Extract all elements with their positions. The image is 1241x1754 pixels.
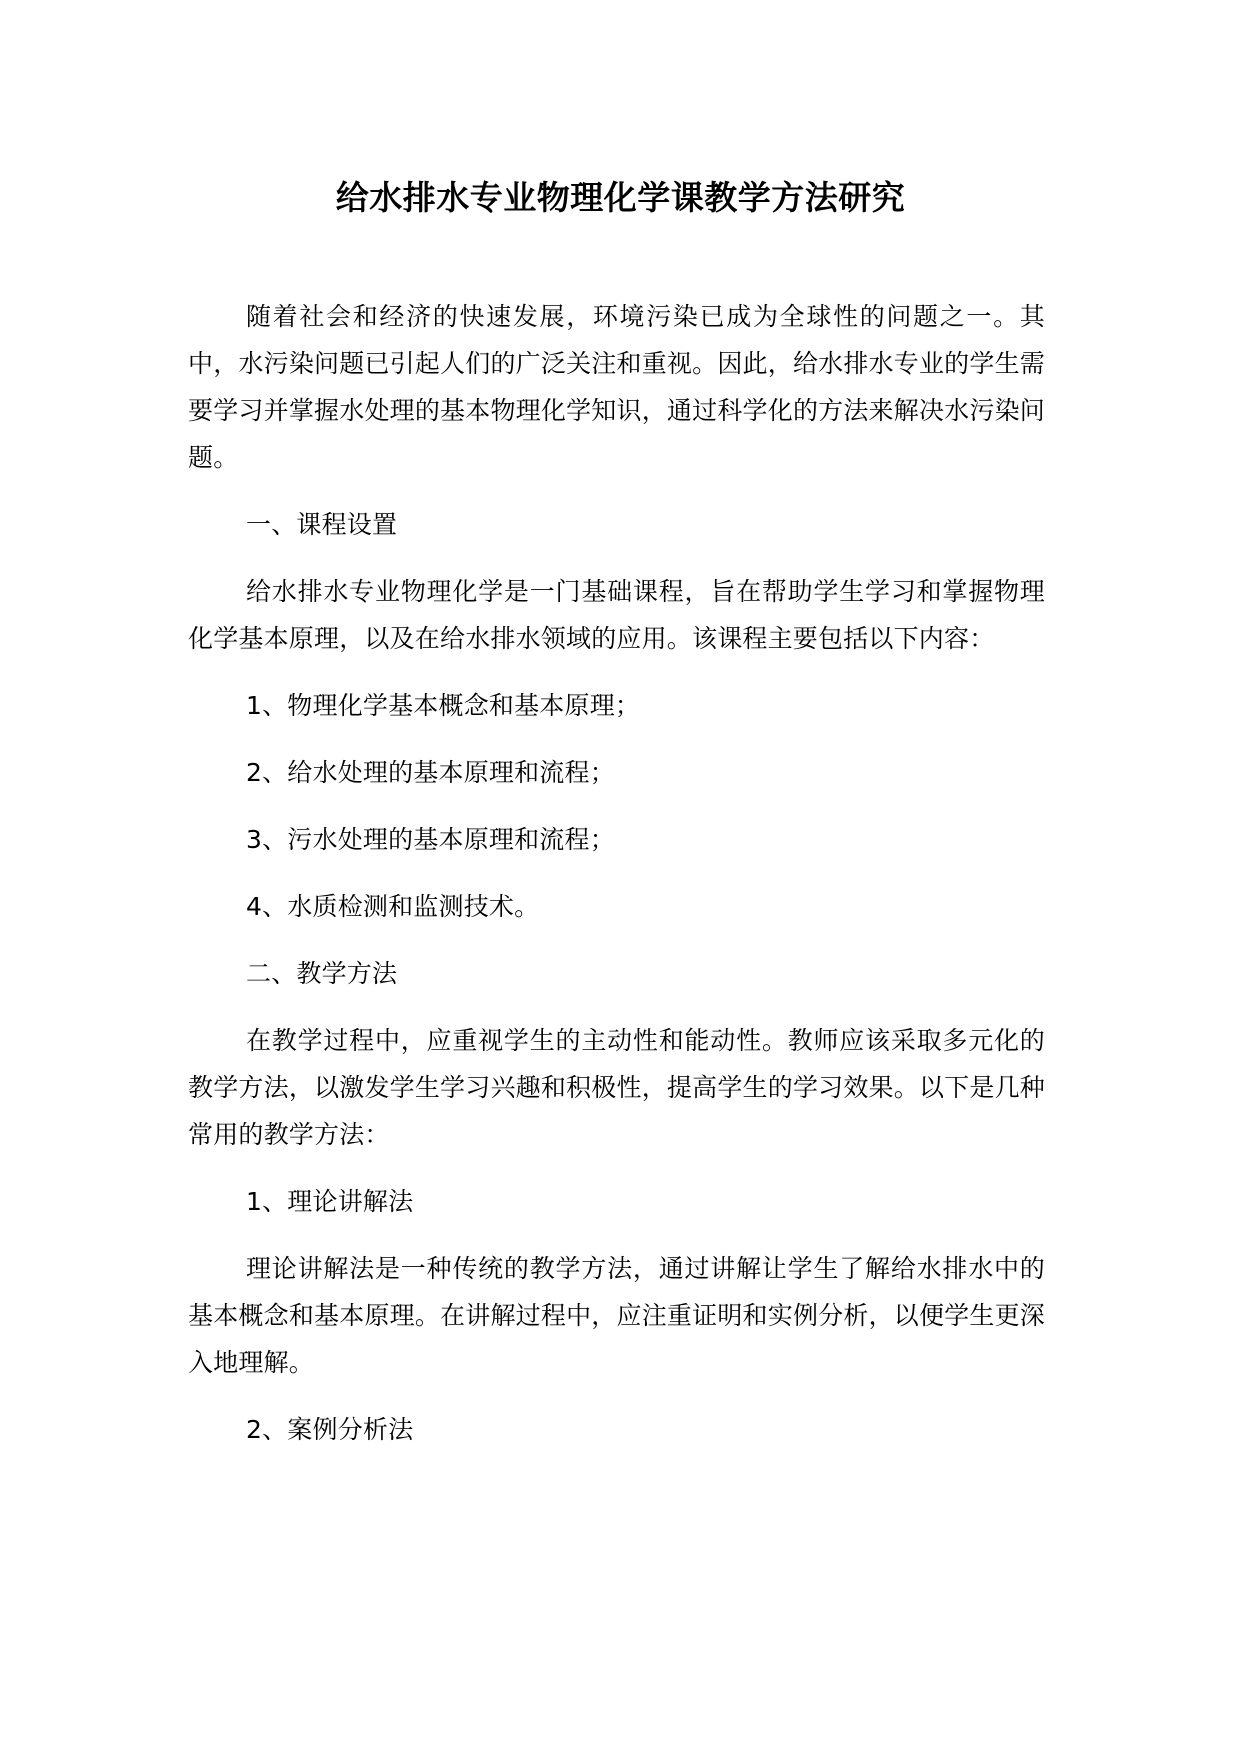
course-description-paragraph: 给水排水专业物理化学是一门基础课程，旨在帮助学生学习和掌握物理化学基本原理，以及在给水排水领域的应用。该课程主要包括以下内容： <box>188 577 1045 653</box>
list-item: 4、水质检测和监测技术。 <box>246 892 540 921</box>
subheading-case-analysis: 2、案例分析法 <box>246 1415 414 1444</box>
document-body <box>188 293 1045 1473</box>
section-heading-teaching-methods: 二、教学方法 <box>246 959 398 988</box>
intro-paragraph: 随着社会和经济的快速发展，环境污染已成为全球性的问题之一。其中，水污染问题已引起人们的广泛关注和重视。因此，给水排水专业的学生需要学习并掌握水处理的基本物理化学知识，通过科学化的方法来解决水污染问题。 <box>188 302 1045 472</box>
subheading-theory-lecture: 1、理论讲解法 <box>246 1187 414 1216</box>
list-item: 2、给水处理的基本原理和流程； <box>246 758 615 787</box>
document-title: 给水排水专业物理化学课教学方法研究 <box>335 178 906 217</box>
theory-lecture-paragraph: 理论讲解法是一种传统的教学方法，通过讲解让学生了解给水排水中的基本概念和基本原理。在讲解过程中，应注重证明和实例分析，以便学生更深入地理解。 <box>188 1254 1045 1377</box>
section-heading-course-setup: 一、课程设置 <box>246 510 398 539</box>
list-item: 1、物理化学基本概念和基本原理； <box>246 691 641 720</box>
teaching-methods-paragraph: 在教学过程中，应重视学生的主动性和能动性。教师应该采取多元化的教学方法，以激发学生学习兴趣和积极性，提高学生的学习效果。以下是几种常用的教学方法： <box>188 1026 1045 1149</box>
list-item: 3、污水处理的基本原理和流程； <box>246 825 615 854</box>
